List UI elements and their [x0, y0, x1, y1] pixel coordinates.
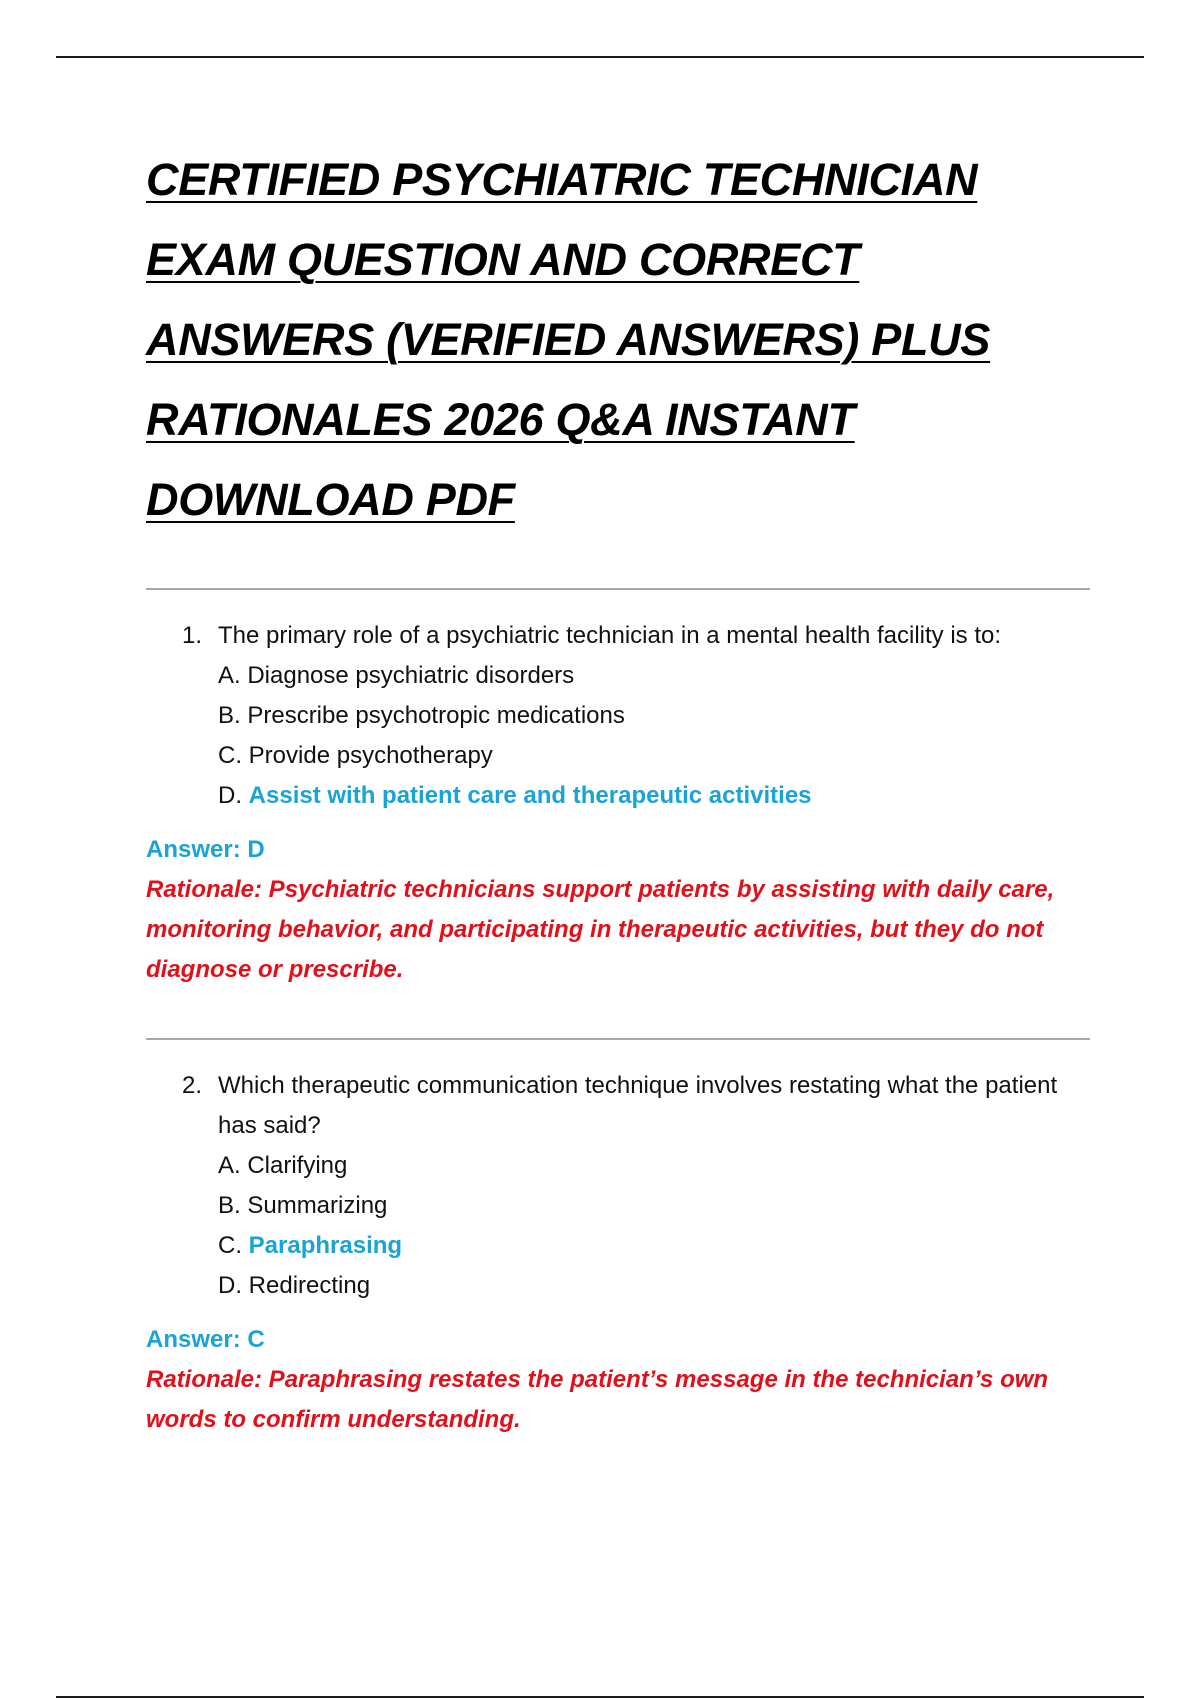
document-body: [146, 140, 1090, 1440]
question-2: [146, 1066, 1090, 1306]
answer-options: [146, 656, 1090, 816]
document-title: CERTIFIED PSYCHIATRIC TECHNICIAN EXAM QUESTION AND CORRECT ANSWERS (VERIFIED ANSWERS) PLUS RATIONALES 2026 Q&A INSTANT DOWNLOAD PDF: [146, 154, 991, 525]
option-letter: A.: [218, 1152, 248, 1179]
option-text: Clarifying: [247, 1152, 348, 1179]
answer-options: [146, 1146, 1090, 1306]
option-text: Prescribe psychotropic medications: [247, 702, 625, 729]
option-text: Redirecting: [248, 1272, 371, 1299]
section-divider: [146, 588, 1090, 590]
rationale: Rationale: Paraphrasing restates the patient’s message in the technician’s own words to confirm understanding.: [146, 1366, 1049, 1433]
option-letter: D.: [218, 1272, 249, 1299]
question-number: 1.: [182, 622, 203, 649]
option-b: [218, 1186, 1090, 1226]
option-letter: C.: [218, 1232, 249, 1259]
option-a: [218, 656, 1090, 696]
option-letter: D.: [218, 782, 249, 809]
option-text: Provide psychotherapy: [248, 742, 493, 769]
correct-option-text: Assist with patient care and therapeutic activities: [248, 782, 812, 809]
section-divider: [146, 1038, 1090, 1040]
option-d: [218, 776, 1090, 816]
question-stem: [146, 1066, 1090, 1146]
option-c: [218, 736, 1090, 776]
correct-option-text: Paraphrasing: [248, 1232, 403, 1259]
option-letter: B.: [218, 1192, 248, 1219]
option-text: Diagnose psychiatric disorders: [247, 662, 575, 689]
option-letter: A.: [218, 662, 248, 689]
answer-key: Answer: C: [146, 1326, 265, 1353]
question-text: Which therapeutic communication technique involves restating what the patient has said?: [218, 1072, 1058, 1139]
question-stem: [146, 616, 1090, 656]
option-d: [218, 1266, 1090, 1306]
option-letter: B.: [218, 702, 248, 729]
option-c: [218, 1226, 1090, 1266]
question-number: 2.: [182, 1072, 203, 1099]
answer-key: Answer: D: [146, 836, 265, 863]
option-a: [218, 1146, 1090, 1186]
question-text: The primary role of a psychiatric technician in a mental health facility is to:: [218, 622, 1002, 649]
option-letter: C.: [218, 742, 249, 769]
option-b: [218, 696, 1090, 736]
option-text: Summarizing: [247, 1192, 388, 1219]
rationale: Rationale: Psychiatric technicians support patients by assisting with daily care, monitoring behavior, and participating in therapeutic activities, but they do not diagnose or prescribe.: [146, 876, 1055, 983]
question-1: [146, 616, 1090, 816]
page-bottom-rule: [56, 1696, 1144, 1698]
page-top-rule: [56, 56, 1144, 58]
